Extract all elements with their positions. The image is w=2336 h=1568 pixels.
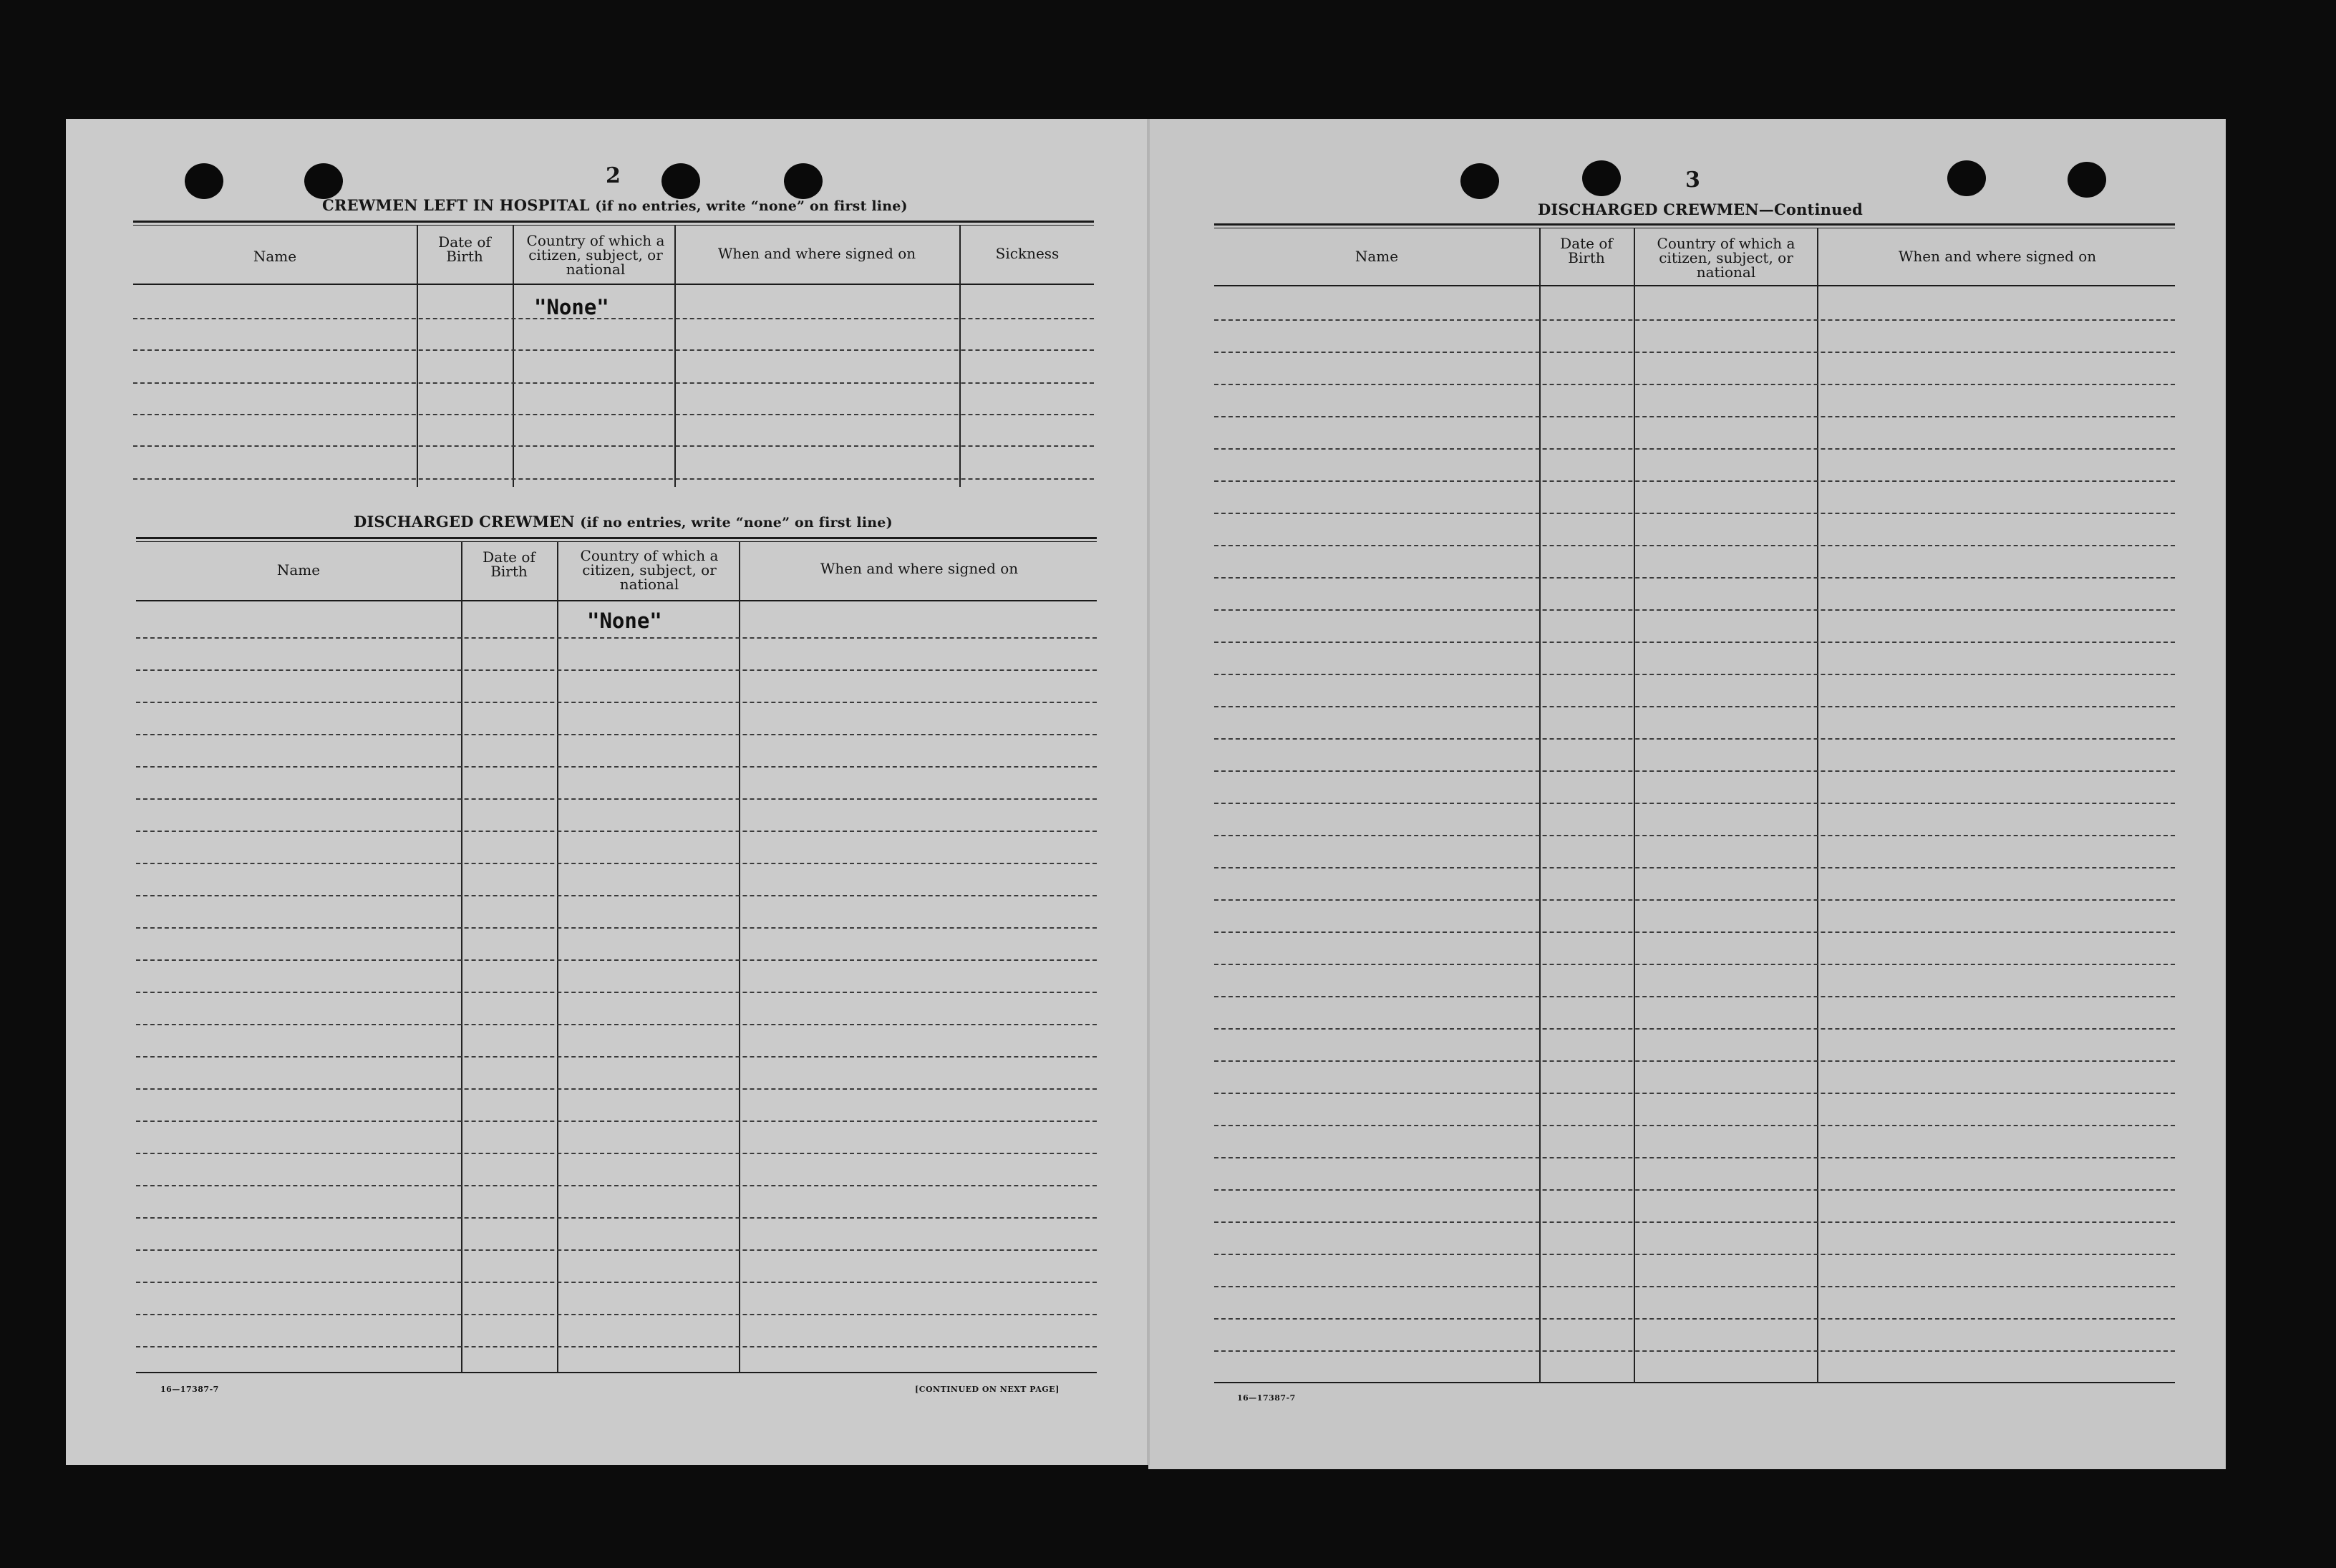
form-row-line	[136, 1217, 1097, 1219]
form-row-line	[1214, 1125, 2175, 1126]
form-number: 16—17387-7	[1237, 1393, 1296, 1403]
form-row-line	[136, 734, 1097, 735]
form-row-line	[1214, 352, 2175, 353]
page-number: 3	[1685, 168, 1700, 193]
form-row-line	[1214, 480, 2175, 482]
form-row-line	[1214, 513, 2175, 514]
form-row-line	[136, 1024, 1097, 1025]
form-row-line	[1214, 1028, 2175, 1030]
form-row-line	[136, 959, 1097, 961]
form-row-line	[1214, 1254, 2175, 1255]
form-row-line	[1214, 1286, 2175, 1287]
form-row-line	[136, 1185, 1097, 1186]
col-dob-text: Date of Birth	[438, 233, 491, 265]
col-country-header: Country of which a citizen, subject, or national	[580, 547, 719, 593]
form-row-line	[136, 766, 1097, 768]
punch-hole	[661, 163, 700, 199]
form-row-line	[1214, 448, 2175, 450]
form-row-line	[1214, 319, 2175, 321]
form-row-line	[1214, 835, 2175, 836]
discharged-table	[136, 537, 1097, 1376]
continued-note: [CONTINUED ON NEXT PAGE]	[915, 1385, 1060, 1394]
form-row-line	[136, 927, 1097, 929]
form-row-line	[136, 1056, 1097, 1058]
punch-hole	[304, 163, 343, 199]
form-row-line	[1214, 706, 2175, 707]
hospital-subtitle: (if no entries, write “none” on first line)	[595, 198, 908, 214]
form-row-line	[1214, 1350, 2175, 1352]
form-row-line	[1214, 803, 2175, 804]
form-row-line	[1214, 1221, 2175, 1223]
form-row-line	[1214, 867, 2175, 868]
discharged-continued-table	[1214, 223, 2175, 1386]
form-row-line	[1214, 577, 2175, 579]
punch-hole	[784, 163, 823, 199]
col-dob-header	[418, 235, 511, 263]
discharged-continued-title: DISCHARGED CREWMEN—Continued	[1538, 200, 1864, 218]
form-row-line	[136, 1121, 1097, 1122]
form-row-line	[136, 863, 1097, 864]
form-row-line	[136, 1249, 1097, 1251]
col-name-header: Name	[276, 561, 321, 579]
form-row-line	[136, 831, 1097, 832]
form-row-line	[1214, 1060, 2175, 1062]
form-row-line	[1214, 738, 2175, 740]
form-row-line	[1214, 416, 2175, 417]
form-number: 16—17387-7	[160, 1385, 219, 1394]
form-row-line	[1214, 1093, 2175, 1094]
col-sickness-header: Sickness	[995, 245, 1060, 262]
punch-hole	[185, 163, 223, 199]
form-row-line	[136, 1153, 1097, 1154]
col-dob-text: Date of Birth	[483, 548, 535, 580]
form-row-line	[136, 1346, 1097, 1347]
col-dob-header	[1541, 236, 1632, 265]
form-row-line	[136, 1314, 1097, 1315]
form-row-line	[136, 1282, 1097, 1283]
hospital-none-entry: "None"	[534, 295, 609, 319]
col-country-header: Country of which a citizen, subject, or national	[1657, 235, 1795, 281]
form-row-line	[1214, 1157, 2175, 1158]
form-row-line	[1214, 899, 2175, 901]
form-row-line	[1214, 1189, 2175, 1191]
hospital-table	[133, 221, 1094, 485]
col-signed-header: When and where signed on	[1898, 248, 2097, 265]
col-country-header: Country of which a citizen, subject, or national	[526, 232, 665, 278]
form-row-line	[1214, 384, 2175, 385]
form-row-line	[136, 798, 1097, 800]
form-row-line	[1214, 545, 2175, 546]
discharged-title: DISCHARGED CREWMEN	[354, 513, 575, 531]
col-name-header: Name	[1354, 248, 1399, 265]
hospital-section-title	[322, 196, 908, 214]
punch-hole	[1460, 163, 1499, 199]
col-dob-header	[462, 550, 556, 579]
form-row-line	[136, 702, 1097, 703]
form-row-line	[1214, 964, 2175, 965]
form-row-line	[1214, 996, 2175, 997]
col-dob-text: Date of Birth	[1560, 235, 1613, 266]
discharged-subtitle: (if no entries, write “none” on first line)	[580, 515, 893, 531]
hospital-title: CREWMEN LEFT IN HOSPITAL	[322, 196, 590, 214]
col-name-header: Name	[253, 248, 297, 265]
punch-hole	[1947, 160, 1986, 196]
punch-hole	[1582, 160, 1621, 196]
form-row-line	[136, 669, 1097, 671]
col-signed-header: When and where signed on	[820, 560, 1019, 577]
form-row-line	[1214, 642, 2175, 643]
discharged-none-entry: "None"	[587, 609, 662, 633]
form-row-line	[136, 992, 1097, 993]
col-signed-header: When and where signed on	[717, 245, 916, 262]
form-row-line	[1214, 1318, 2175, 1320]
page-number: 2	[606, 163, 621, 188]
form-row-line	[1214, 770, 2175, 772]
page-fold	[1147, 119, 1150, 1465]
form-row-line	[136, 637, 1097, 639]
form-row-line	[1214, 609, 2175, 611]
form-row-line	[136, 895, 1097, 896]
form-row-line	[1214, 674, 2175, 675]
form-row-line	[1214, 931, 2175, 933]
form-row-line	[136, 1088, 1097, 1090]
discharged-section-title	[354, 513, 893, 531]
punch-hole	[2068, 162, 2106, 198]
